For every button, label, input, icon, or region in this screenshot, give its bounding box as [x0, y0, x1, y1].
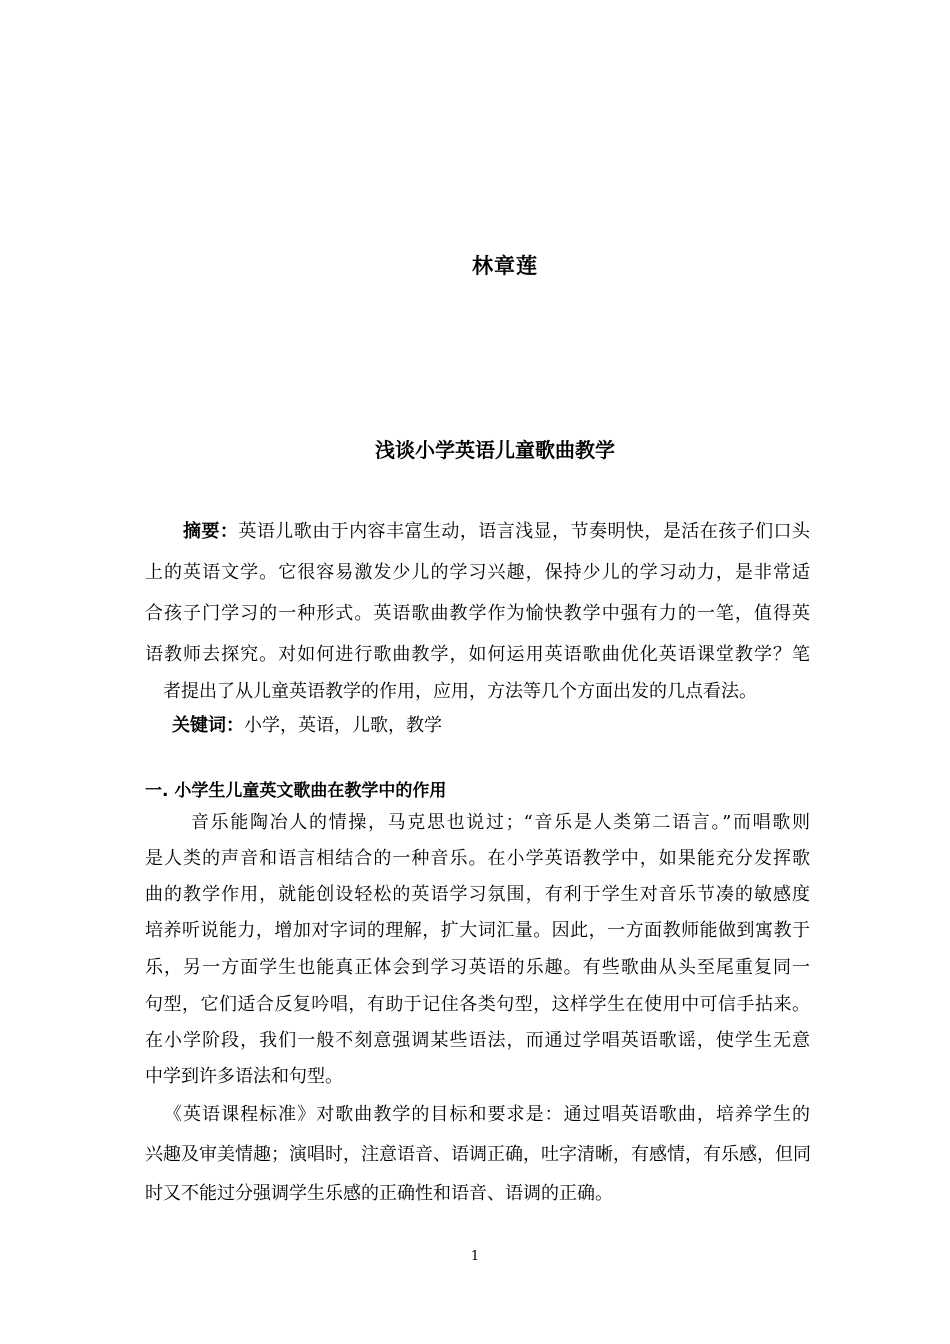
paragraph-line: 音乐能陶冶人的情操，马克思也说过；“音乐是人类第二语言。”而唱歌则 — [191, 812, 810, 833]
paragraph-line: 曲的教学作用，就能创设轻松的英语学习氛围，有利于学生对音乐节凑的敏感度 — [145, 884, 810, 905]
paragraph-line: 中学到许多语法和句型。 — [145, 1066, 343, 1087]
paragraph-line: 兴趣及审美情趣；演唱时，注意语音、语调正确，吐字清晰，有感情，有乐感，但同 — [145, 1144, 811, 1165]
abstract-line — [183, 521, 810, 543]
keywords-text: 小学，英语，儿歌，教学 — [244, 715, 442, 736]
author-name: 林章莲 — [472, 254, 538, 278]
paper-title: 浅谈小学英语儿童歌曲教学 — [375, 438, 615, 462]
paragraph-line: 在小学阶段，我们一般不刻意强调某些语法，而通过学唱英语歌谣，使学生无意 — [145, 1030, 810, 1051]
abstract-label: 摘要： — [183, 521, 239, 542]
paragraph-line: 句型，它们适合反复吟唱，有助于记住各类句型，这样学生在使用中可信手拈来。 — [145, 994, 810, 1015]
paragraph-line: 培养听说能力，增加对字词的理解，扩大词汇量。因此，一方面教师能做到寓教于 — [145, 920, 810, 941]
abstract-text: 英语儿歌由于内容丰富生动，语言浅显，节奏明快，是活在孩子们口头 — [238, 521, 811, 542]
section-heading: 一. 小学生儿童英文歌曲在教学中的作用 — [145, 781, 447, 801]
paragraph-line: 是人类的声音和语言相结合的一种音乐。在小学英语教学中，如果能充分发挥歌 — [145, 848, 810, 869]
abstract-line: 者提出了从儿童英语教学的作用，应用，方法等几个方面出发的几点看法。 — [163, 681, 757, 702]
keywords-label: 关键词： — [172, 715, 244, 736]
paragraph-line: 《英语课程标准》对歌曲教学的目标和要求是：通过唱英语歌曲，培养学生的 — [164, 1104, 810, 1125]
paragraph-line: 时又不能过分强调学生乐感的正确性和语音、语调的正确。 — [145, 1183, 613, 1204]
keywords — [172, 715, 837, 737]
paragraph-line: 乐，另一方面学生也能真正体会到学习英语的乐趣。有些歌曲从头至尾重复同一 — [145, 957, 810, 978]
abstract-line: 语教师去探究。对如何进行歌曲教学，如何运用英语歌曲优化英语课堂教学？笔 — [145, 644, 810, 665]
abstract-line: 上的英语文学。它很容易激发少儿的学习兴趣，保持少儿的学习动力，是非常适 — [145, 562, 810, 583]
abstract-line: 合孩子门学习的一种形式。英语歌曲教学作为愉快教学中强有力的一笔，值得英 — [145, 603, 810, 624]
page-number: 1 — [470, 1249, 480, 1264]
